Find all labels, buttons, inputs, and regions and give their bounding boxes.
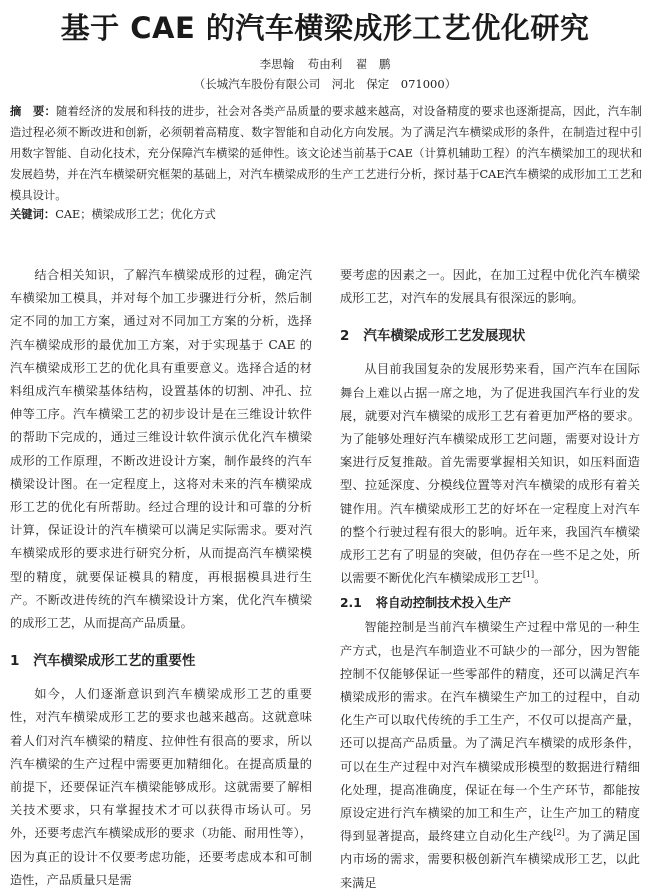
author-affiliation: （长城汽车股份有限公司 河北 保定 071000） [193, 77, 457, 91]
author-name: 苟由利 [307, 57, 343, 71]
abstract [10, 101, 642, 206]
author-list [0, 56, 650, 72]
section-number: 1 [10, 653, 20, 670]
keywords-text: CAE；横梁成形工艺；优化方式 [55, 208, 216, 221]
section-heading [10, 651, 312, 671]
body-paragraph [340, 616, 640, 894]
section-number: 2 [340, 328, 350, 345]
left-column [10, 264, 312, 892]
section-title: 汽车横梁成形工艺的重要性 [33, 653, 196, 670]
body-paragraph: 结合相关知识，了解汽车横梁成形的过程，确定汽车横梁加工模具，并对每个加工步骤进行分析，然后制定不同的加工方案，通过对不同加工方案的分析，选择汽车横梁成形的最优加工方案，对于实现基于 CAE 的汽车横梁成形工艺的优化具有重要意义。选择合适的材料组成汽车横梁基体结构，设置基体的切割、冲孔、拉伸等工序。汽车横梁工艺的初步设计是在三维设计软件的帮助下完成的，通过三维设计软件演示优化汽车横梁成形的工作原理，不断改进设计方案，制作最终的汽车横梁设计图。在一定程度上，这将对未来的汽车横梁成形工艺的优化有所帮助。经过合理的设计和可靠的分析计算，保证设计的汽车横梁可以满足实际需求。要对汽车横梁成形的要求进行研究分析，从而提高汽车横梁模型的精度，就要保证模具的精度，再根据模具进行生产。不断改进传统的汽车横梁设计方案，优化汽车横梁的成形工艺，从而提高产品质量。 [10, 268, 312, 631]
section-title: 汽车横梁成形工艺发展现状 [363, 328, 526, 345]
keywords-label: 关键词： [10, 208, 56, 221]
subsection-title: 将自动控制技术投入生产 [375, 596, 512, 611]
citation-ref: [1] [522, 570, 535, 580]
paragraph-text: 智能控制是当前汽车横梁生产过程中常见的一种生产方式，也是汽车制造业不可缺少的一部分，因为智能控制不仅能够保证一些零部件的精度，还可以满足汽车横梁成形的需求。在汽车横梁生产加工的过程中，自动化生产可以取代传统的手工生产，不仅可以提高产量，还可以提高产品质量。为了满足汽车横梁的成形条件，可以在生产过程中对汽车横梁成形模型的数据进行精细化处理，提高准确度，保证在每一个生产环节，都能按原设定进行汽车横梁的加工和生产，让生产加工的精度得到显著提高，最终建立自动化生产线 [340, 620, 640, 844]
paragraph-text: 。为了满足国内市场的需求，需要积极创新汽车横梁成形工艺，以此来满足 [340, 829, 641, 890]
subsection-number: 2.1 [340, 596, 362, 611]
abstract-text: 随着经济的发展和科技的进步，社会对各类产品质量的要求越来越高，对设备精度的要求也逐渐提高，因此，汽车制造过程必须不断改进和创新，必须朝着高精度、数字智能和自动化方向发展。为了满足汽车横梁成形的条件，在制造过程中引用数字智能、自动化技术，充分保障汽车横梁的延伸性。该文论述当前基于CAE（计算机辅助工程）的汽车横梁加工的现状和发展趋势，并在汽车横梁研究框架的基础上，对汽车横梁成形的生产工艺进行分析，探讨基于CAE汽车横梁的成形加工工艺和模具设计。 [10, 105, 642, 202]
paragraph-text: 。 [534, 571, 547, 586]
section-heading [340, 326, 640, 346]
body-paragraph [340, 358, 640, 590]
body-paragraph: 要考虑的因素之一。因此，在加工过程中优化汽车横梁成形工艺，对汽车的发展具有很深远的影响。 [340, 268, 640, 306]
paragraph-text: 从目前我国复杂的发展形势来看，国产汽车在国际舞台上难以占据一席之地，为了促进我国汽车行业的发展，就要对汽车横梁的成形工艺有着更加严格的要求。为了能够处理好汽车横梁成形工艺问题，需要对设计方案进行反复推敲。首先需要掌握相关知识，如压料面造型、拉延深度、分模线位置等对汽车横梁的成形有着关键作用。汽车横梁成形工艺的好坏在一定程度上对汽车的整个行驶过程有很大的影响。近年来，我国汽车横梁成形工艺有了明显的突破，但仍存在一些不足之处，所以需要不断优化汽车横梁成形工艺 [340, 362, 640, 586]
author-name: 李思翰 [259, 57, 295, 71]
citation-ref: [2] [553, 828, 565, 838]
abstract-label: 摘 要： [10, 105, 56, 118]
body-paragraph: 如今，人们逐渐意识到汽车横梁成形工艺的重要性，对汽车横梁成形工艺的要求也越来越高。这就意味着人们对汽车横梁的精度、拉伸性有很高的要求，所以汽车横梁的生产过程中需要更加精细化。在提高质量的前提下，还要保证汽车横梁能够成形。这就需要了解相关技术要求，只有掌握技术才可以获得市场认可。另外，还要考虑汽车横梁成形的要求（功能、耐用性等），因为真正的设计不仅要考虑功能，还要考虑成本和可制造性，产品质量只是需 [10, 687, 312, 887]
keywords [10, 206, 642, 224]
paper-title: 基于 CAE 的汽车横梁成形工艺优化研究 [60, 11, 590, 45]
subsection-heading [340, 592, 640, 614]
right-column [340, 264, 640, 895]
author-name: 翟 鹏 [355, 57, 391, 71]
